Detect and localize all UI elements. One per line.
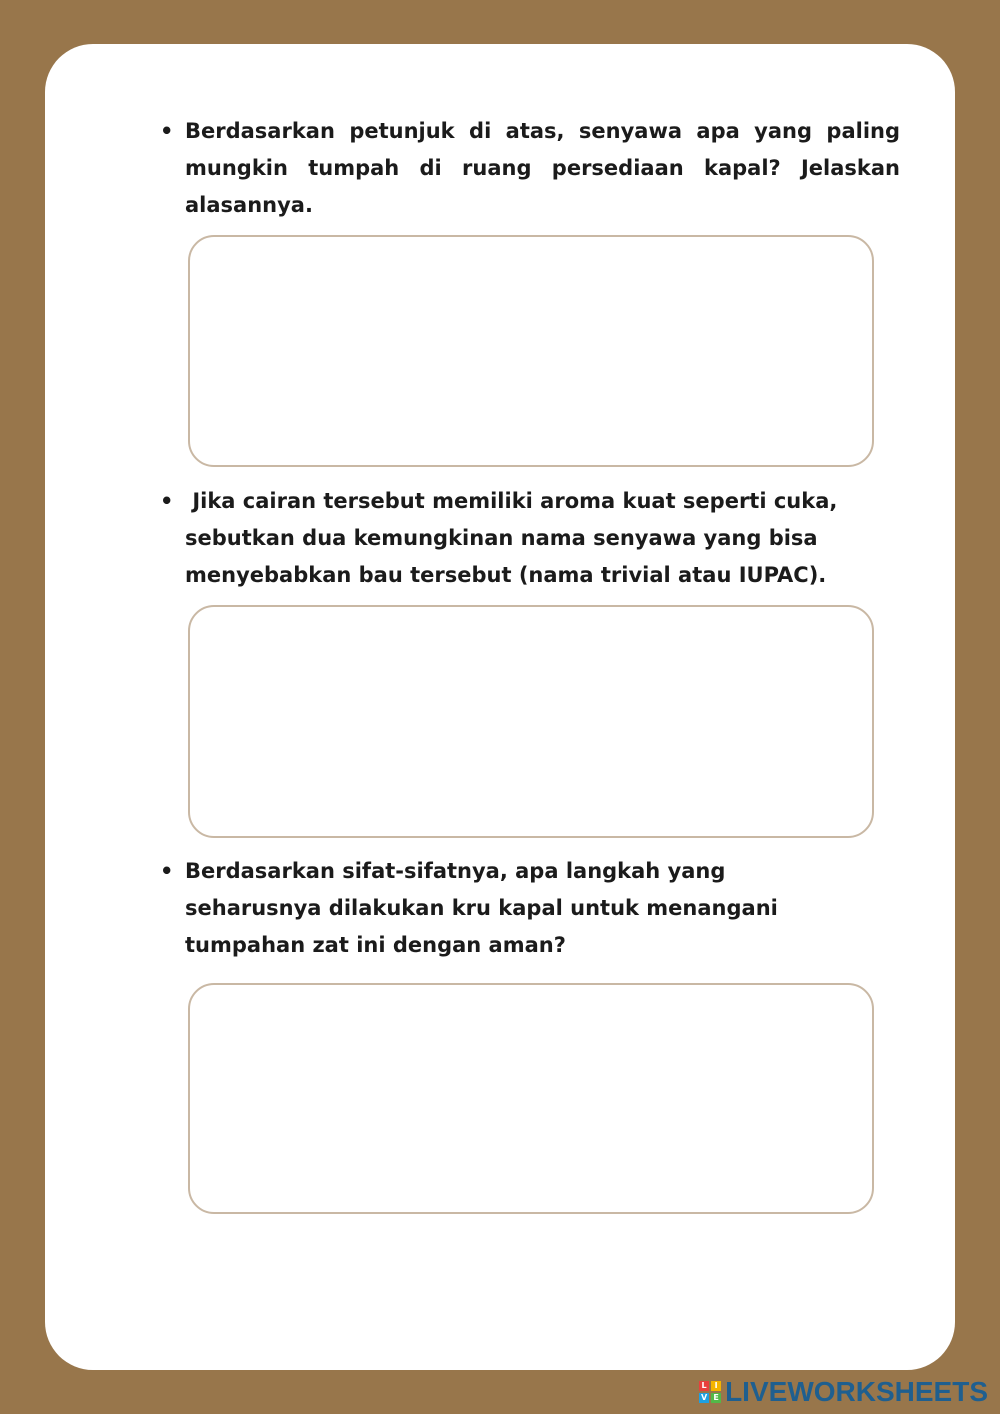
answer-box-1[interactable] xyxy=(188,235,874,467)
logo-tile-v: V xyxy=(700,1393,708,1402)
brand-name: LIVEWORKSHEETS xyxy=(725,1376,988,1407)
bullet-icon: • xyxy=(160,859,174,883)
question-1 xyxy=(160,113,900,224)
question-2-text: Jika cairan tersebut memiliki aroma kuat seperti cuka, sebutkan dua kemungkinan nama senyawa yang bisa menyebabkan bau tersebut (nama trivial atau IUPAC). xyxy=(185,489,845,587)
question-3 xyxy=(160,853,860,964)
question-1-text: Berdasarkan petunjuk di atas, senyawa apa yang paling mungkin tumpah di ruang persediaan kapal? Jelaskan alasannya. xyxy=(185,119,900,217)
logo-tile-i: I xyxy=(711,1381,721,1391)
answer-box-2[interactable] xyxy=(188,605,874,838)
question-2 xyxy=(160,483,860,594)
liveworksheets-icon xyxy=(699,1381,721,1403)
bullet-icon: • xyxy=(160,489,174,513)
liveworksheets-logo[interactable] xyxy=(699,1376,988,1407)
answer-box-3[interactable] xyxy=(188,983,874,1214)
bullet-icon: • xyxy=(160,119,174,143)
logo-tile-l: L xyxy=(699,1381,709,1391)
logo-tile-e: E xyxy=(711,1393,721,1403)
question-3-text: Berdasarkan sifat-sifatnya, apa langkah yang seharusnya dilakukan kru kapal untuk menangani tumpahan zat ini dengan aman? xyxy=(185,859,778,957)
